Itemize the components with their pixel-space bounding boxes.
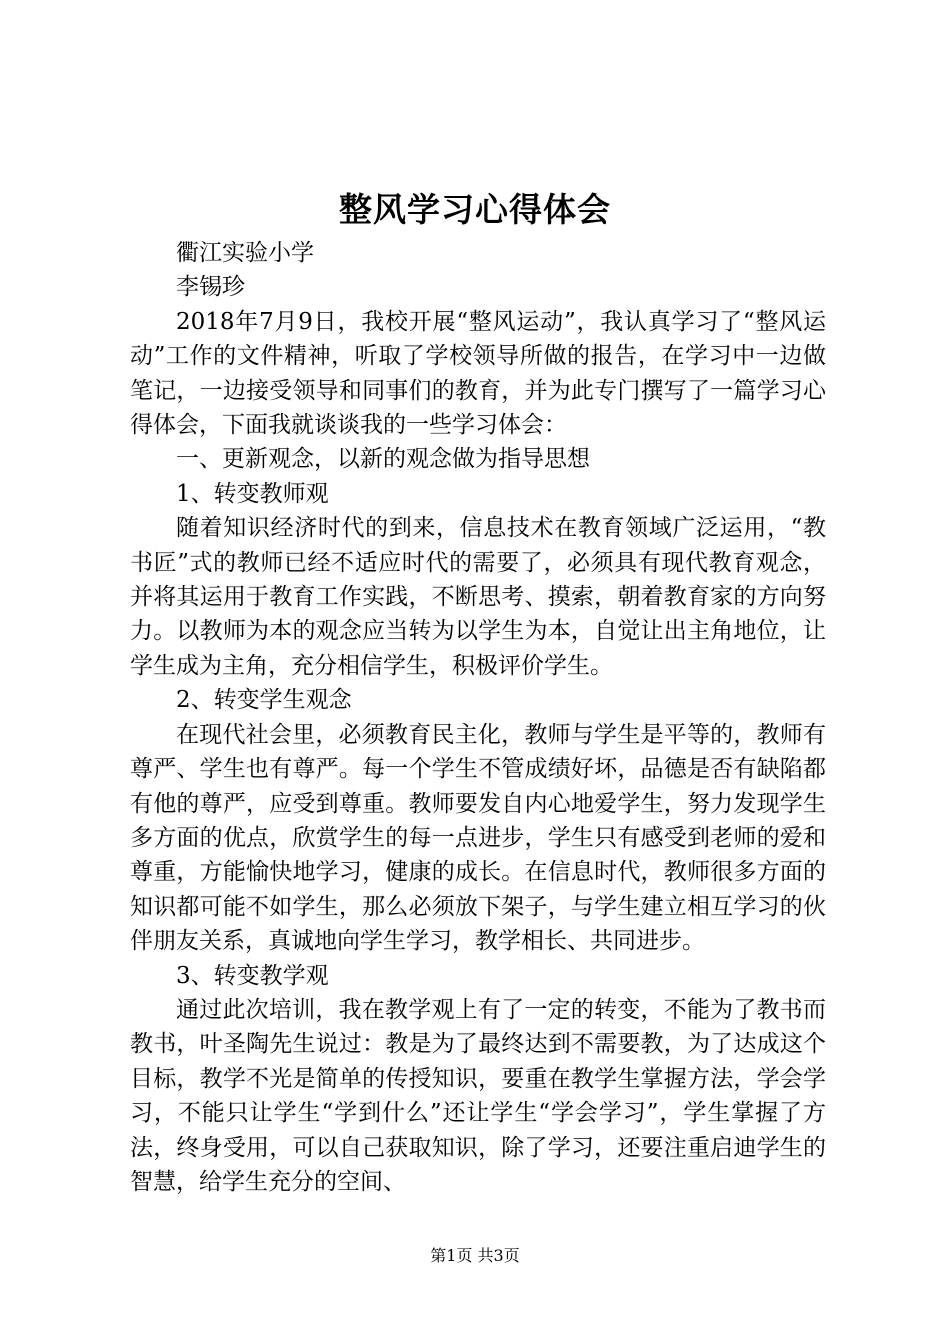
subheading-2: 2、转变学生观念 xyxy=(176,687,352,714)
subheading-1: 1、转变教师观 xyxy=(176,480,329,507)
paragraph-student-view: 在现代社会里，必须教育民主化，教师与学生是平等的，教师有尊严、学生也有尊严。每一个学生不管成绩好坏，品德是否有缺陷都有他的尊严，应受到尊重。教师要发自内心地爱学生，努力发现学生多方面的优点，欣赏学生的每一点进步，学生只有感受到老师的爱和尊重，方能愉快地学习，健康的成长。在信息时代，教师很多方面的知识都可能不如学生，那么必须放下架子，与学生建立相互学习的伙伴朋友关系，真诚地向学生学习，教学相长、共同进步。 xyxy=(130,721,826,955)
document-title: 整风学习心得体会 xyxy=(339,190,611,229)
author-name: 李锡珍 xyxy=(176,274,245,301)
document-body xyxy=(130,236,826,1199)
school-name: 衢江实验小学 xyxy=(176,240,314,266)
page-number-footer: 第1页 共3页 xyxy=(430,1246,520,1265)
section-heading-1: 一、更新观念，以新的观念做为指导思想 xyxy=(176,446,590,473)
intro-paragraph: 2018年7月9日，我校开展“整风运动”，我认真学习了“整风运动”工作的文件精神，听取了学校领导所做的报告，在学习中一边做笔记，一边接受领导和同事们的教育，并为此专门撰写了一篇学习心得体会，下面我就谈谈我的一些学习体会： xyxy=(130,308,826,439)
subheading-3: 3、转变教学观 xyxy=(176,962,329,989)
paragraph-teaching-view: 通过此次培训，我在教学观上有了一定的转变，不能为了教书而教书，叶圣陶先生说过：教是为了最终达到不需要教，为了达成这个目标，教学不光是简单的传授知识，要重在教学生掌握方法，学会学习，不能只让学生“学到什么”还让学生“学会学习”，学生掌握了方法，终身受用，可以自己获取知识，除了学习，还要注重启迪学生的智慧，给学生充分的空间、 xyxy=(130,996,826,1195)
paragraph-teacher-view: 随着知识经济时代的到来，信息技术在教育领域广泛运用，“教书匠”式的教师已经不适应时代的需要了，必须具有现代教育观念，并将其运用于教育工作实践，不断思考、摸索，朝着教育家的方向努力。以教师为本的观念应当转为以学生为本，自觉让出主角地位，让学生成为主角，充分相信学生，积极评价学生。 xyxy=(130,515,826,679)
